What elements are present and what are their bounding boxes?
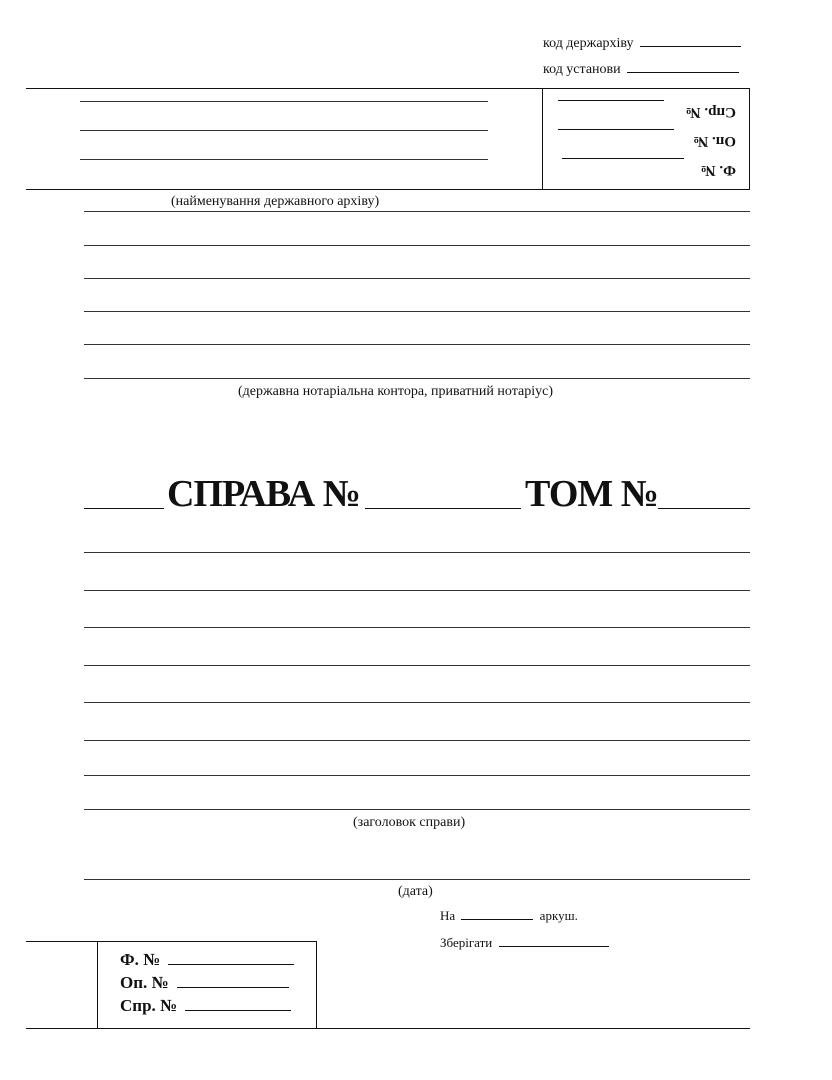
bottom-fund-field[interactable]	[168, 964, 294, 965]
case-title-line-1[interactable]	[84, 552, 750, 553]
archive-name-line-1[interactable]	[80, 101, 488, 102]
stamp-fund-field[interactable]	[562, 158, 684, 159]
bottom-file-label: Спр. №	[120, 996, 178, 1015]
notary-line-2[interactable]	[84, 245, 750, 246]
notary-line-6[interactable]	[84, 378, 750, 379]
archive-code-row	[543, 37, 741, 51]
institution-code-field[interactable]	[627, 72, 739, 73]
archive-code-field[interactable]	[640, 46, 741, 47]
case-title-line-2[interactable]	[84, 590, 750, 591]
top-box-bottom-border	[26, 189, 750, 190]
case-title-caption: (заголовок справи)	[353, 815, 466, 830]
bottom-file-row	[120, 997, 291, 1014]
stamp-fund-row	[701, 162, 736, 177]
institution-code-label: код установи	[543, 62, 621, 77]
bottom-inventory-row	[120, 974, 289, 991]
bottom-file-field[interactable]	[185, 1010, 291, 1011]
archive-code-label: код держархіву	[543, 36, 634, 51]
notary-line-4[interactable]	[84, 311, 750, 312]
bottom-rule	[26, 1028, 750, 1029]
bottom-inventory-label: Оп. №	[120, 973, 169, 992]
date-line[interactable]	[84, 879, 750, 880]
archive-name-caption: (найменування державного архіву)	[171, 194, 380, 209]
bottom-inventory-field[interactable]	[177, 987, 289, 988]
sheet-count-field[interactable]	[461, 919, 533, 920]
bottom-box-left-border	[97, 941, 98, 1028]
case-title-line-3[interactable]	[84, 627, 750, 628]
case-title-line-4[interactable]	[84, 665, 750, 666]
case-prefix-field[interactable]	[84, 508, 164, 509]
volume-title: ТОМ №	[525, 473, 658, 515]
case-title-line-7[interactable]	[84, 775, 750, 776]
notary-caption: (державна нотаріальна контора, приватний нотаріус)	[238, 384, 553, 399]
sheet-count-row	[440, 909, 578, 922]
case-title: СПРАВА №	[167, 473, 360, 515]
notary-line-3[interactable]	[84, 278, 750, 279]
bottom-box-top-border	[26, 941, 316, 942]
date-caption: (дата)	[398, 884, 433, 899]
top-box-top-border	[26, 88, 750, 89]
bottom-fund-label: Ф. №	[120, 950, 161, 969]
bottom-box-right-border	[316, 941, 317, 1028]
notary-line-5[interactable]	[84, 344, 750, 345]
archive-name-line-3[interactable]	[80, 159, 488, 160]
archive-name-line-2[interactable]	[80, 130, 488, 131]
top-box-divider	[542, 88, 543, 189]
keep-field[interactable]	[499, 946, 609, 947]
stamp-inventory-label: Оп. №	[693, 133, 736, 149]
notary-line-1[interactable]	[84, 211, 750, 212]
case-title-line-5[interactable]	[84, 702, 750, 703]
sheet-count-suffix: аркуш.	[539, 908, 578, 923]
case-title-line-8[interactable]	[84, 809, 750, 810]
stamp-fund-label: Ф. №	[700, 162, 736, 178]
bottom-fund-row	[120, 951, 294, 968]
keep-row	[440, 936, 609, 949]
stamp-file-field[interactable]	[558, 100, 664, 101]
volume-number-field[interactable]	[658, 508, 750, 509]
case-number-field[interactable]	[365, 508, 521, 509]
archive-stamp-upside-down	[556, 93, 736, 179]
keep-label: Зберігати	[440, 935, 493, 950]
stamp-inventory-row	[693, 133, 736, 148]
stamp-file-row	[686, 104, 736, 119]
case-title-line-6[interactable]	[84, 740, 750, 741]
top-box-right-border	[749, 88, 750, 189]
institution-code-row	[543, 63, 739, 77]
sheet-count-prefix: На	[440, 908, 456, 923]
stamp-inventory-field[interactable]	[558, 129, 674, 130]
stamp-file-label: Спр. №	[685, 104, 736, 120]
